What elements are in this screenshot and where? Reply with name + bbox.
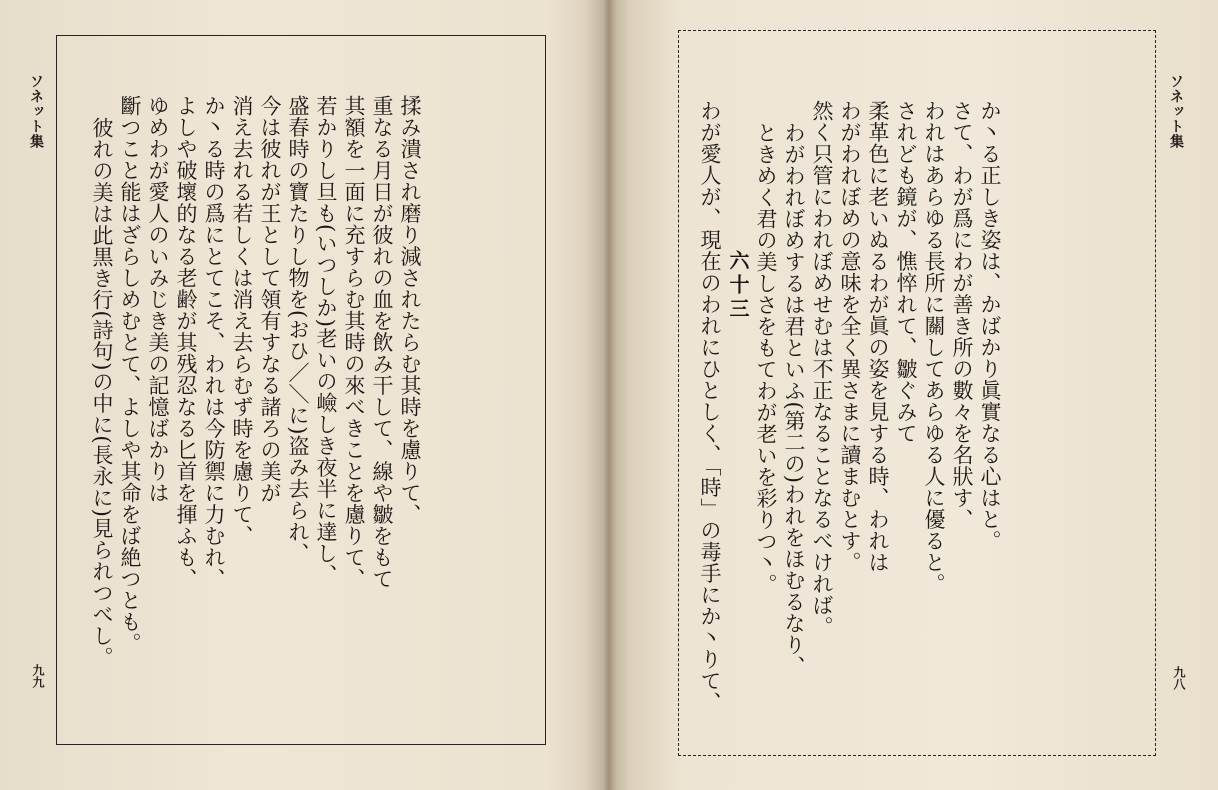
poem-line: 其額を一面に充すらむ其時の來べきことを慮りて、 [342, 95, 366, 590]
poem-line: か丶る時の爲にとてこそ、われは今防禦に力むれ、 [202, 95, 226, 590]
poem-line: 重なる月日が彼れの血を飲み干して、線や皺をもて [370, 95, 394, 590]
right-running-head: ソネット集 [1168, 74, 1184, 149]
right-page [618, 0, 1218, 790]
left-page [0, 0, 600, 790]
right-page-number: 九八 [1172, 666, 1186, 690]
poem-line: されども鏡が、憔悴れて、皺ぐみて [894, 100, 918, 444]
poem-line: わが愛人が、現在のわれにひとしく、「時」の毒手にか丶りて、 [698, 100, 722, 713]
left-poem-text [88, 95, 424, 695]
poem-line: 盛春時の寶たりし物を(おひ／＼に)盗み去られ、 [286, 95, 310, 564]
poem-line: ゆめわが愛人のいみじき美の記憶ばかりは [146, 95, 170, 504]
right-poem-text [696, 100, 1004, 713]
poem-line: よしや破壞的なる老齢が其残忍なる匕首を揮ふも、 [174, 95, 198, 590]
poem-line: ときめく君の美しさをもてわが老いを彩りつ丶。 [754, 122, 778, 595]
poem-line: さて、わが爲にわが善き所の數々を名狀す、 [950, 100, 974, 530]
poem-line: わがわれぼめするは君といふ(第二の)われをほむるなり、 [782, 122, 806, 677]
poem-line: 柔革色に老いぬるわが眞の姿を見する時、われは [866, 100, 890, 573]
poem-line: 若かりし旦も(いつしか)老いの嶮しき夜半に達し、 [314, 95, 338, 586]
poem-line: 然く只管にわれぼめせむは不正なることなるべければ。 [810, 100, 834, 638]
poem-line: か丶る正しき姿は、かばかり眞實なる心はと。 [978, 100, 1002, 552]
poem-line: 消え去れる若しくは消え去らむず時を慮りて、 [230, 95, 254, 547]
poem-line: 今は彼れが王として領有すなる諸ろの美が [258, 95, 282, 504]
poem-line: われはあらゆる長所に關してあらゆる人に優ると。 [922, 100, 946, 595]
poem-line: 揉み潰され磨り減されたらむ其時を慮りて、 [398, 95, 422, 525]
sonnet-number-heading: 六十三 [726, 250, 750, 322]
poem-line: 斷つこと能はざらしめむとて、よしや其命をば絶つとも。 [118, 95, 142, 654]
left-running-head: ソネット集 [28, 74, 44, 149]
left-page-number: 九九 [31, 664, 45, 688]
poem-line: わがわれぼめの意味を全く異さまに讀まむとす。 [838, 100, 862, 573]
poem-line: 彼れの美は此黒き行(詩句)の中に(長永に)見られつべし。 [90, 117, 114, 668]
